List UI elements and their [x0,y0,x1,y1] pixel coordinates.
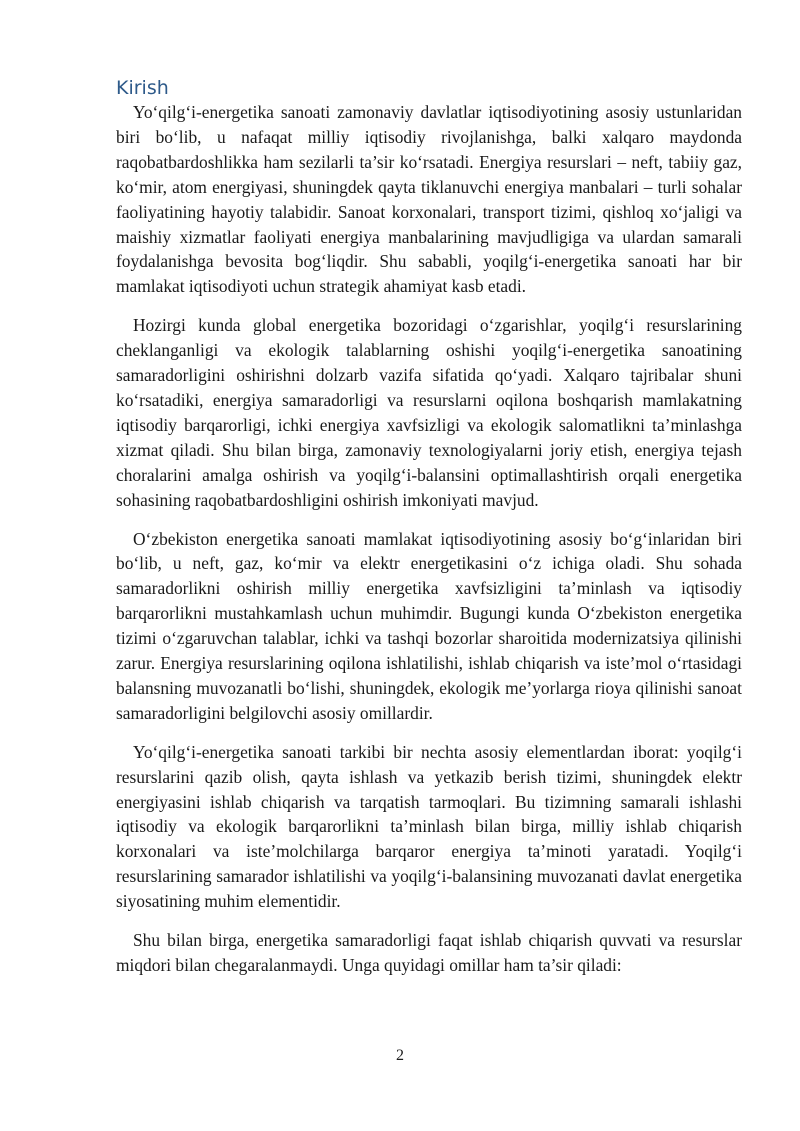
paragraph-1: Yo‘qilg‘i-energetika sanoati zamonaviy davlatlar iqtisodiyotining asosiy ustunlaridan biri bo‘lib, u nafaqat milliy iqtisodiy rivojlanishga, balki xalqaro maydonda raqobatbardoshlikka ham sezilarli ta’sir ko‘rsatadi. Energiya resurslari – neft, tabiiy gaz, ko‘mir, atom energiyasi, shuningdek qayta tiklanuvchi energiya manbalari – turli sohalar faoliyatining hayotiy talabidir. Sanoat korxonalari, transport tizimi, qishloq xo‘jaligi va maishiy xizmatlar faoliyati energiya manbalarining mavjudligiga va ulardan samarali foydalanishga bevosita bog‘liqdir. Shu sababli, yoqilg‘i-energetika sanoati har bir mamlakat iqtisodiyoti uchun strategik ahamiyat kasb etadi. [116,102,742,297]
paragraph-2: Hozirgi kunda global energetika bozoridagi o‘zgarishlar, yoqilg‘i resurslarining cheklanganligi va ekologik talablarning oshishi yoqilg‘i-energetika sanoatining samaradorligini oshirishni dolzarb vazifa sifatida qo‘yadi. Xalqaro tajribalar shuni ko‘rsatadiki, energiya samaradorligi va resurslarni oqilona boshqarish mamlakatning iqtisodiy barqarorligi, ichki energiya xavfsizligi va ekologik salomatlikni ta’minlashga xizmat qiladi. Shu bilan birga, zamonaviy texnologiyalarni joriy etish, energiya tejash choralarini amalga oshirish va yoqilg‘i-balansini optimallashtirish orqali energetika sohasining raqobatbardoshligini oshirish imkoniyati mavjud. [116,315,742,510]
page-number: 2 [396,1047,404,1064]
section-heading: Kirish [116,77,169,99]
document-body [116,76,742,978]
paragraph-3: O‘zbekiston energetika sanoati mamlakat iqtisodiyotining asosiy bo‘g‘inlaridan biri bo‘lib, u neft, gaz, ko‘mir va elektr energetikasini o‘z ichiga oladi. Shu sohada samaradorlikni oshirish milliy energetika xavfsizligini ta’minlash va iqtisodiy barqarorlikni mustahkamlash uchun muhimdir. Bugungi kunda O‘zbekiston energetika tizimi o‘zgaruvchan talablar, ichki va tashqi bozorlar sharoitida modernizatsiya qilinishi zarur. Energiya resurslarining oqilona ishlatilishi, ishlab chiqarish va iste’mol o‘rtasidagi balansning muvozanatli bo‘lishi, shuningdek, ekologik me’yorlarga rioya qilinishi sanoat samaradorligini belgilovchi asosiy omillardir. [116,528,742,723]
paragraph-5: Shu bilan birga, energetika samaradorligi faqat ishlab chiqarish quvvati va resurslar miqdori bilan chegaralanmaydi. Unga quyidagi omillar ham ta’sir qiladi: [116,930,742,975]
paragraph-4: Yo‘qilg‘i-energetika sanoati tarkibi bir nechta asosiy elementlardan iborat: yoqilg‘i resurslarini qazib olish, qayta ishlash va yetkazib berish tizimi, shuningdek elektr energiyasini ishlab chiqarish va tarqatish tarmoqlari. Bu tizimning samarali ishlashi iqtisodiy va ekologik barqarorlikni ta’minlash bilan birga, milliy ishlab chiqarish korxonalari va iste’molchilarga barqaror energiya ta’minoti yaratadi. Yoqilg‘i resurslarining samarador ishlatilishi va yoqilg‘i-balansining muvozanati davlat energetika siyosatining muhim elementidir. [116,741,742,912]
